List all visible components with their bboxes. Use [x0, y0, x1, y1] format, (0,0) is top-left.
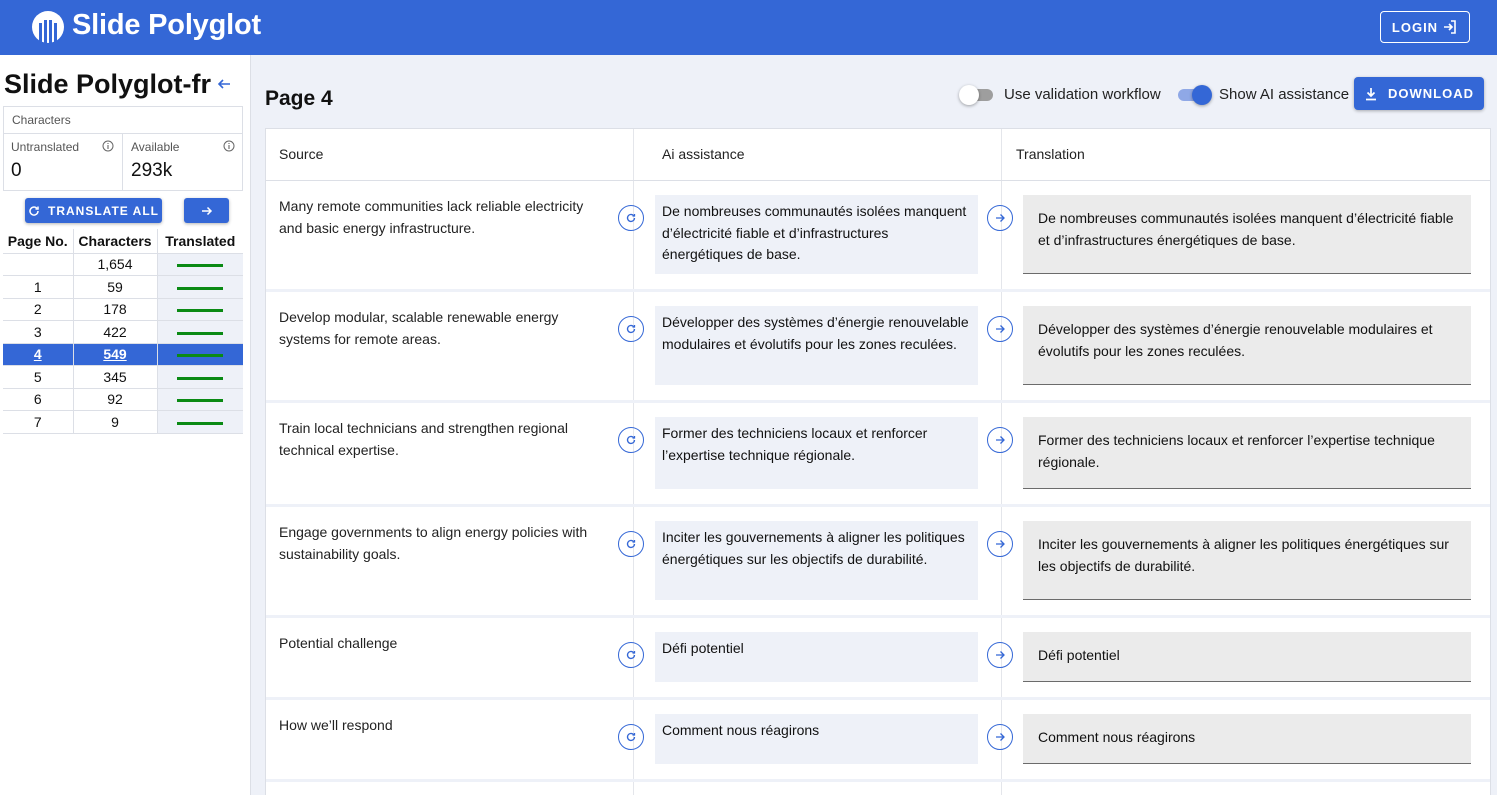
translated-progress	[157, 253, 243, 276]
page-number: 6	[3, 388, 73, 411]
ai-suggestion: Défi potentiel	[655, 632, 978, 682]
project-title: Slide Polyglot-fr	[4, 69, 212, 99]
translated-progress	[157, 343, 243, 366]
regenerate-button[interactable]	[618, 205, 644, 231]
sidebar	[0, 55, 251, 795]
translation-field[interactable]: De nombreuses communautés isolées manquent d’électricité fiable et d’infrastructures énergétiques de base.	[1023, 195, 1471, 274]
apply-suggestion-button[interactable]	[987, 427, 1013, 453]
translation-row	[266, 181, 1491, 292]
validation-label: Use validation workflow	[1004, 86, 1161, 103]
page-row[interactable]	[3, 388, 243, 411]
ai-suggestion: Inciter les gouvernements à aligner les politiques énergétiques sur les objectifs de durabilité.	[655, 521, 978, 600]
col-header-translation: Translation	[1016, 146, 1085, 162]
translate-all-button[interactable]	[25, 198, 162, 223]
grid-header	[266, 129, 1491, 181]
source-text: How we’ll respond	[279, 717, 393, 733]
page-characters: 345	[73, 366, 157, 389]
progress-bar	[177, 399, 223, 402]
col-header-page: Page No.	[3, 229, 73, 253]
page-row[interactable]	[3, 343, 243, 366]
progress-bar	[177, 332, 223, 335]
untranslated-value: 0	[11, 160, 22, 181]
ai-suggestion: Former des techniciens locaux et renforcer l’expertise technique régionale.	[655, 417, 978, 489]
ai-assistance-label: Show AI assistance	[1219, 86, 1350, 103]
untranslated-label: Untranslated	[11, 140, 80, 154]
translation-grid	[265, 128, 1491, 795]
download-icon	[1364, 87, 1378, 101]
refresh-icon	[625, 538, 637, 550]
regenerate-button[interactable]	[618, 427, 644, 453]
login-icon	[1442, 19, 1458, 35]
translate-all-label: TRANSLATE ALL	[48, 203, 159, 218]
page-characters: 1,654	[73, 253, 157, 276]
arrow-right-icon	[994, 649, 1006, 661]
source-text: Train local technicians and strengthen regional technical expertise.	[279, 420, 568, 458]
app-title: Slide Polyglot	[72, 9, 261, 41]
refresh-icon	[28, 205, 40, 217]
arrow-right-icon	[201, 205, 213, 217]
page-row[interactable]	[3, 298, 243, 321]
apply-suggestion-button[interactable]	[987, 316, 1013, 342]
available-label: Available	[131, 140, 180, 154]
progress-bar	[177, 377, 223, 380]
translation-row	[266, 403, 1491, 507]
translation-row	[266, 618, 1491, 700]
app-bar	[0, 0, 1497, 55]
arrow-right-icon	[994, 434, 1006, 446]
translation-field[interactable]: Développer des systèmes d’énergie renouvelable modulaires et évolutifs pour les zones reculées.	[1023, 306, 1471, 385]
page-number: 3	[3, 321, 73, 344]
col-header-source: Source	[279, 146, 324, 162]
page-number: 1	[3, 276, 73, 299]
translation-row	[266, 700, 1491, 782]
download-label: DOWNLOAD	[1388, 86, 1474, 101]
apply-suggestion-button[interactable]	[987, 642, 1013, 668]
page-row[interactable]	[3, 321, 243, 344]
translation-field[interactable]: Former des techniciens locaux et renforcer l’expertise technique régionale.	[1023, 417, 1471, 489]
source-text: Engage governments to align energy policies with sustainability goals.	[279, 524, 588, 562]
page-title: Page 4	[265, 87, 333, 110]
regenerate-button[interactable]	[618, 642, 644, 668]
refresh-icon	[625, 731, 637, 743]
page-number: 2	[3, 298, 73, 321]
source-text: Many remote communities lack reliable electricity and basic energy infrastructure.	[279, 198, 584, 236]
login-button[interactable]	[1380, 11, 1470, 43]
refresh-icon	[625, 212, 637, 224]
col-header-ai: Ai assistance	[662, 146, 745, 162]
source-text: Potential challenge	[279, 635, 398, 651]
page-row[interactable]	[3, 366, 243, 389]
info-icon[interactable]	[102, 140, 114, 152]
page-characters: 178	[73, 298, 157, 321]
refresh-icon	[625, 434, 637, 446]
characters-panel	[3, 106, 243, 191]
arrow-right-icon	[994, 538, 1006, 550]
ai-suggestion: Développer des systèmes d’énergie renouvelable modulaires et évolutifs pour les zones reculées.	[655, 306, 978, 385]
progress-bar	[177, 287, 223, 290]
arrow-right-icon	[994, 323, 1006, 335]
regenerate-button[interactable]	[618, 724, 644, 750]
next-page-button[interactable]	[184, 198, 229, 223]
progress-bar	[177, 422, 223, 425]
page-number	[3, 253, 73, 276]
untranslated-cell	[4, 134, 123, 191]
translated-progress	[157, 276, 243, 299]
translation-row	[266, 507, 1491, 618]
page-characters: 549	[73, 343, 157, 366]
login-label: LOGIN	[1391, 19, 1439, 35]
apply-suggestion-button[interactable]	[987, 724, 1013, 750]
translation-row	[266, 292, 1491, 403]
download-button[interactable]	[1354, 77, 1484, 110]
progress-bar	[177, 354, 223, 357]
ai-assistance-toggle[interactable]	[1176, 85, 1210, 105]
apply-suggestion-button[interactable]	[987, 205, 1013, 231]
characters-label: Characters	[4, 107, 242, 134]
available-value: 293k	[131, 160, 173, 181]
translated-progress	[157, 411, 243, 434]
translated-progress	[157, 388, 243, 411]
translation-row	[266, 782, 1491, 795]
col-header-translated: Translated	[157, 229, 243, 253]
col-header-characters: Characters	[73, 229, 157, 253]
page-row[interactable]	[3, 276, 243, 299]
page-characters: 422	[73, 321, 157, 344]
ai-suggestion: Comment nous réagirons	[655, 714, 978, 764]
page-row[interactable]	[3, 253, 243, 276]
validation-toggle[interactable]	[959, 85, 993, 105]
translated-progress	[157, 298, 243, 321]
ai-suggestion: De nombreuses communautés isolées manquent d’électricité fiable et d’infrastructures énergétiques de base.	[655, 195, 978, 274]
regenerate-button[interactable]	[618, 316, 644, 342]
refresh-icon	[625, 649, 637, 661]
translation-field[interactable]: Inciter les gouvernements à aligner les politiques énergétiques sur les objectifs de durabilité.	[1023, 521, 1471, 600]
translated-progress	[157, 321, 243, 344]
page-characters: 9	[73, 411, 157, 434]
page-characters: 59	[73, 276, 157, 299]
page-characters: 92	[73, 388, 157, 411]
page-number: 5	[3, 366, 73, 389]
progress-bar	[177, 309, 223, 312]
regenerate-button[interactable]	[618, 531, 644, 557]
refresh-icon	[625, 323, 637, 335]
page-number: 4	[3, 343, 73, 366]
translation-field[interactable]: Défi potentiel	[1023, 632, 1471, 682]
logo-icon	[31, 10, 65, 44]
apply-suggestion-button[interactable]	[987, 531, 1013, 557]
translation-field[interactable]: Comment nous réagirons	[1023, 714, 1471, 764]
page-number: 7	[3, 411, 73, 434]
arrow-right-icon	[994, 731, 1006, 743]
source-text: Develop modular, scalable renewable energy systems for remote areas.	[279, 309, 559, 347]
available-cell	[124, 134, 243, 191]
translated-progress	[157, 366, 243, 389]
arrow-right-icon	[994, 212, 1006, 224]
info-icon[interactable]	[223, 140, 235, 152]
arrow-back-icon[interactable]	[216, 76, 232, 92]
page-row[interactable]	[3, 411, 243, 434]
page-table	[3, 229, 243, 434]
progress-bar	[177, 264, 223, 267]
